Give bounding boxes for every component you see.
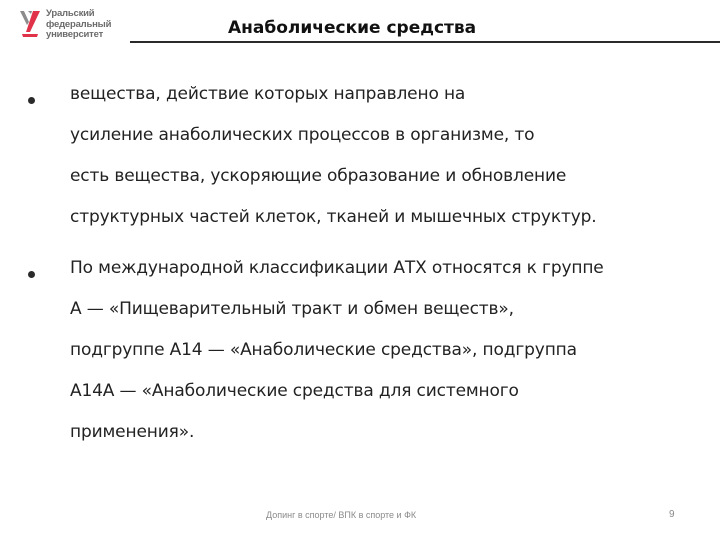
logo-line: федеральный [46, 18, 112, 30]
title-divider [130, 41, 720, 43]
bullet-item [28, 86, 698, 250]
bullet-dot-icon [28, 271, 35, 278]
text-line: усиление анаболических процессов в организме, то [70, 125, 535, 145]
footer-text: Допинг в спорте/ ВПК в спорте и ФК [266, 510, 417, 520]
logo-line: Уральский [46, 8, 95, 19]
slide-title: Анаболические средства [228, 18, 477, 38]
bullet-dot-icon [28, 97, 35, 104]
text-line: По международной классификации АТХ относятся к группе [70, 258, 604, 278]
bullet-text [70, 86, 698, 250]
university-logo [18, 6, 128, 42]
text-line: А — «Пищеварительный тракт и обмен веществ», [70, 299, 514, 319]
logo-wordmark [46, 9, 111, 41]
logo-icon [18, 8, 44, 38]
page-number: 9 [669, 509, 675, 520]
text-line: подгруппе А14 — «Анаболические средства», подгруппа [70, 340, 577, 360]
text-line: есть вещества, ускоряющие образование и обновление [70, 166, 567, 186]
text-line: вещества, действие которых направлено на [70, 84, 466, 104]
bullet-text [70, 260, 698, 465]
slide-body [28, 86, 698, 475]
text-line: применения». [70, 422, 195, 442]
text-line: А14А — «Анаболические средства для системного [70, 381, 519, 401]
logo-line: университет [46, 29, 104, 40]
text-line: структурных частей клеток, тканей и мышечных структур. [70, 207, 597, 227]
bullet-item [28, 260, 698, 465]
